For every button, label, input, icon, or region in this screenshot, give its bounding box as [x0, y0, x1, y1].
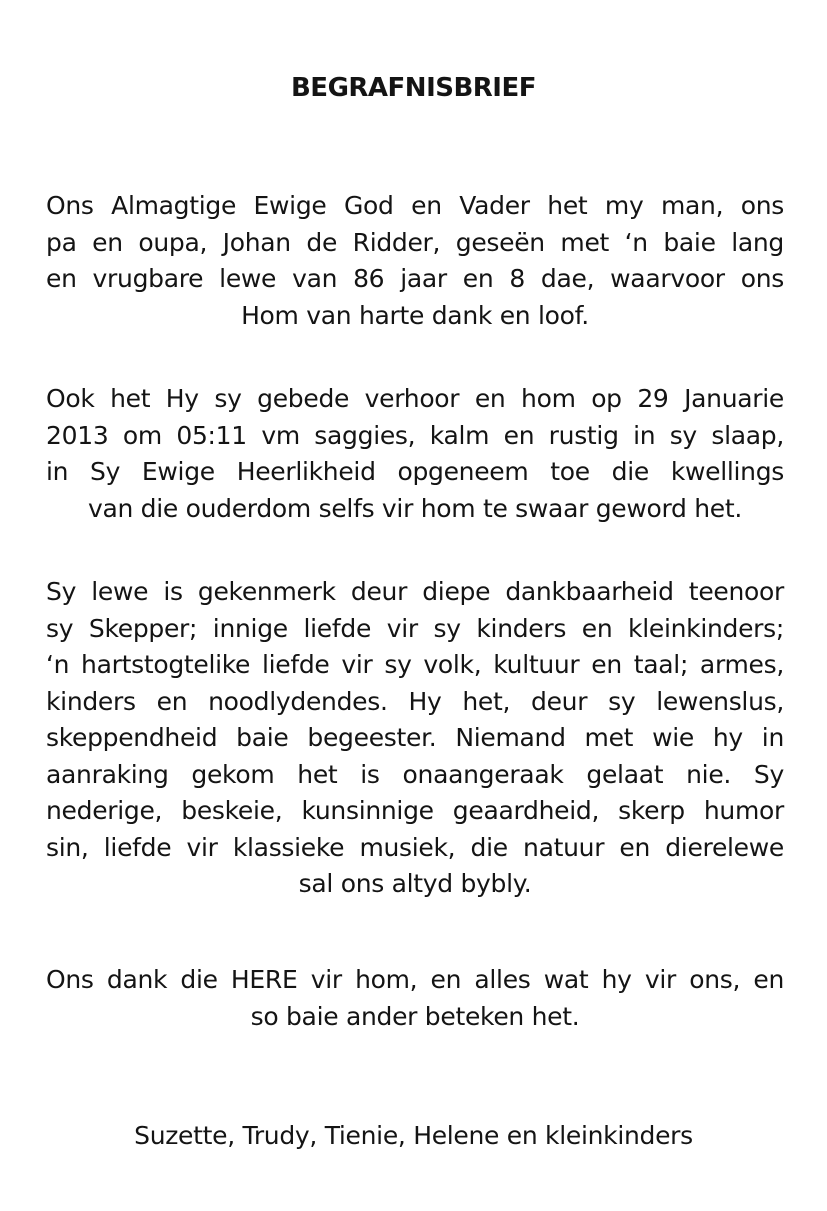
paragraph-line: Ons Almagtige Ewige God en Vader het my man, ons — [46, 191, 784, 220]
paragraph-line: aanraking gekom het is onaangeraak gelaat nie. Sy — [46, 759, 784, 789]
paragraph-passing — [46, 381, 784, 527]
paragraph-line: sal ons altyd bybly. — [298, 869, 532, 898]
signature: Suzette, Trudy, Tienie, Helene en kleinkinders — [134, 1121, 693, 1150]
paragraph-line: Sy lewe is gekenmerk deur diepe dankbaarheid teenoor — [46, 577, 784, 606]
paragraph-line: Hom van harte dank en loof. — [241, 300, 589, 330]
paragraph-line: in Sy Ewige Heerlikheid opgeneem toe die kwellings — [46, 457, 784, 486]
paragraph-line: pa en oupa, Johan de Ridder, geseën met ‘n baie lang — [46, 227, 784, 257]
paragraph-life — [46, 574, 784, 903]
paragraph-gratitude — [46, 188, 784, 334]
paragraph-line: Ons dank die HERE vir hom, en alles wat hy vir ons, en — [46, 965, 784, 994]
paragraph-line: sy Skepper; innige liefde vir sy kinders en kleinkinders; — [46, 613, 784, 643]
paragraph-line: kinders en noodlydendes. Hy het, deur sy lewenslus, — [46, 686, 784, 716]
paragraph-line: van die ouderdom selfs vir hom te swaar geword het. — [87, 493, 743, 523]
paragraph-thanks — [46, 962, 784, 1035]
paragraph-line: so baie ander beteken het. — [250, 1001, 580, 1031]
paragraph-line: Ook het Hy sy gebede verhoor en hom op 29 Januarie — [46, 384, 784, 413]
paragraph-line: skeppendheid baie begeester. Niemand met wie hy in — [46, 723, 784, 752]
paragraph-line: sin, liefde vir klassieke musiek, die natuur en dierelewe — [46, 832, 784, 862]
paragraph-line: en vrugbare lewe van 86 jaar en 8 dae, waarvoor ons — [46, 264, 784, 293]
paragraph-line: 2013 om 05:11 vm saggies, kalm en rustig in sy slaap, — [46, 420, 784, 450]
page-title: BEGRAFNISBRIEF — [290, 73, 536, 103]
paragraph-line: ‘n hartstogtelike liefde vir sy volk, kultuur en taal; armes, — [46, 650, 784, 679]
paragraph-line: nederige, beskeie, kunsinnige geaardheid, skerp humor — [46, 796, 784, 825]
